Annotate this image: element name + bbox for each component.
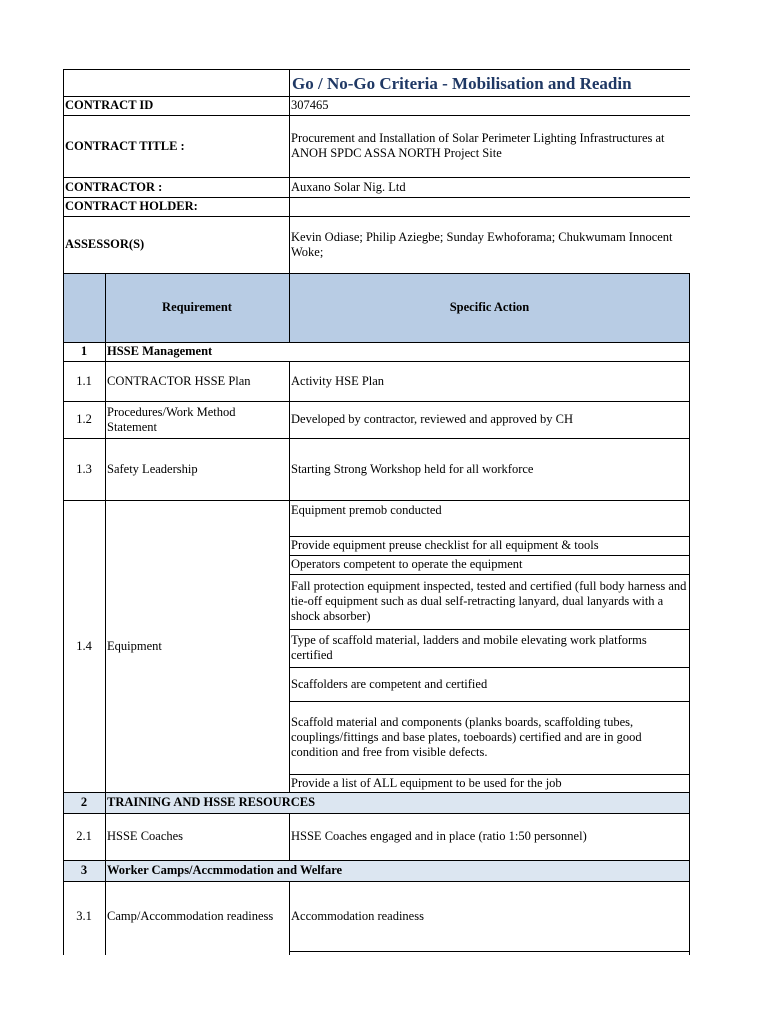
requirement-header: Requirement [162, 300, 232, 314]
row-1-4-number: 1.4 [76, 638, 92, 653]
grid-line [63, 401, 690, 402]
row-1-4-requirement[interactable]: Equipment [107, 638, 162, 653]
grid-line [63, 197, 690, 198]
row-1-1-number: 1.1 [76, 373, 92, 388]
row-1-4-action-1[interactable]: Equipment premob conducted [291, 503, 442, 517]
grid-line [63, 342, 690, 343]
grid-line [105, 273, 106, 955]
row-1-4-action-6[interactable]: Scaffolders are competent and certified [291, 676, 488, 691]
grid-line [289, 667, 690, 668]
row-2-1-requirement[interactable]: HSSE Coaches [107, 829, 184, 843]
grid-line [689, 273, 690, 955]
row-1-3-number: 1.3 [76, 461, 92, 476]
grid-line [289, 951, 690, 952]
contract-title-value[interactable]: Procurement and Installation of Solar Perimeter Lighting Infrastructures at ANOH SPDC ASSA NORTH Project Site [291, 131, 665, 160]
grid-line [63, 438, 690, 439]
contract-holder-label: CONTRACT HOLDER: [65, 199, 198, 213]
contract-id-value[interactable]: 307465 [291, 98, 329, 112]
section-3-number: 3 [80, 863, 88, 877]
grid-line [63, 96, 690, 97]
row-2-1-action[interactable]: HSSE Coaches engaged and in place (ratio 1:50 personnel) [291, 829, 587, 843]
grid-line [63, 881, 690, 882]
section-3-title: Worker Camps/Accmmodation and Welfare [107, 863, 343, 877]
assessor-label: ASSESSOR(S) [65, 237, 145, 251]
contractor-label: CONTRACTOR : [65, 179, 163, 194]
section-2-title: TRAINING AND HSSE RESOURCES [107, 795, 316, 809]
section-1-number: 1 [80, 344, 88, 358]
grid-line [63, 177, 690, 178]
grid-line [289, 629, 690, 630]
grid-line [63, 813, 690, 814]
row-3-1-requirement[interactable]: Camp/Accommodation readiness [107, 908, 274, 923]
grid-line [63, 69, 690, 70]
grid-line [289, 555, 690, 556]
grid-line [289, 273, 290, 342]
grid-line [63, 361, 690, 362]
section-2-number: 2 [80, 795, 88, 809]
row-1-3-action[interactable]: Starting Strong Workshop held for all workforce [291, 461, 534, 476]
row-1-1-requirement[interactable]: CONTRACTOR HSSE Plan [107, 373, 251, 388]
grid-line [289, 69, 290, 273]
row-1-4-action-2[interactable]: Provide equipment preuse checklist for all equipment & tools [291, 538, 599, 552]
row-1-2-requirement[interactable]: Procedures/Work Method Statement [107, 404, 236, 434]
grid-line [63, 500, 690, 501]
row-3-1-number: 3.1 [76, 908, 92, 923]
row-1-4-action-7[interactable]: Scaffold material and components (planks boards, scaffolding tubes, couplings/fittings and base plates, toeboards) certified and are in good condition and free from visible defects. [291, 715, 642, 759]
row-1-4-action-5[interactable]: Type of scaffold material, ladders and mobile elevating work platforms certified [291, 633, 647, 662]
sheet-title: Go / No-Go Criteria - Mobilisation and Readin [292, 73, 632, 93]
specific-action-header: Specific Action [449, 300, 530, 314]
row-1-3-requirement[interactable]: Safety Leadership [107, 461, 198, 476]
grid-line [289, 536, 690, 537]
contract-title-label: CONTRACT TITLE : [65, 138, 185, 153]
grid-line [63, 69, 64, 955]
row-1-4-action-8[interactable]: Provide a list of ALL equipment to be used for the job [291, 775, 562, 790]
row-1-1-action[interactable]: Activity HSE Plan [291, 373, 385, 388]
row-2-1-number: 2.1 [76, 829, 92, 843]
grid-line [289, 574, 690, 575]
section-1-title: HSSE Management [107, 344, 213, 358]
grid-line [289, 881, 290, 955]
row-1-2-number: 1.2 [76, 412, 92, 426]
grid-line [63, 273, 690, 274]
contract-holder-value[interactable] [289, 197, 690, 216]
row-3-1-action[interactable]: Accommodation readiness [291, 908, 424, 923]
grid-line [289, 813, 290, 860]
grid-line [63, 216, 690, 217]
grid-line [289, 774, 690, 775]
assessor-value[interactable]: Kevin Odiase; Philip Aziegbe; Sunday Ewhoforama; Chukwumam Innocent Woke; [291, 229, 673, 259]
grid-line [63, 792, 690, 793]
contract-id-label: CONTRACT ID [65, 98, 154, 112]
row-1-2-action[interactable]: Developed by contractor, reviewed and approved by CH [291, 412, 574, 426]
row-1-4-action-3[interactable]: Operators competent to operate the equipment [291, 557, 523, 571]
grid-line [289, 361, 290, 792]
grid-line [63, 115, 690, 116]
row-1-4-action-4[interactable]: Fall protection equipment inspected, tested and certified (full body harness and tie-off equipment such as dual self-retracting lanyard, dual lanyards with a shock absorber) [291, 579, 687, 623]
grid-line [63, 860, 690, 861]
grid-line [289, 701, 690, 702]
contractor-value[interactable]: Auxano Solar Nig. Ltd [291, 179, 406, 194]
